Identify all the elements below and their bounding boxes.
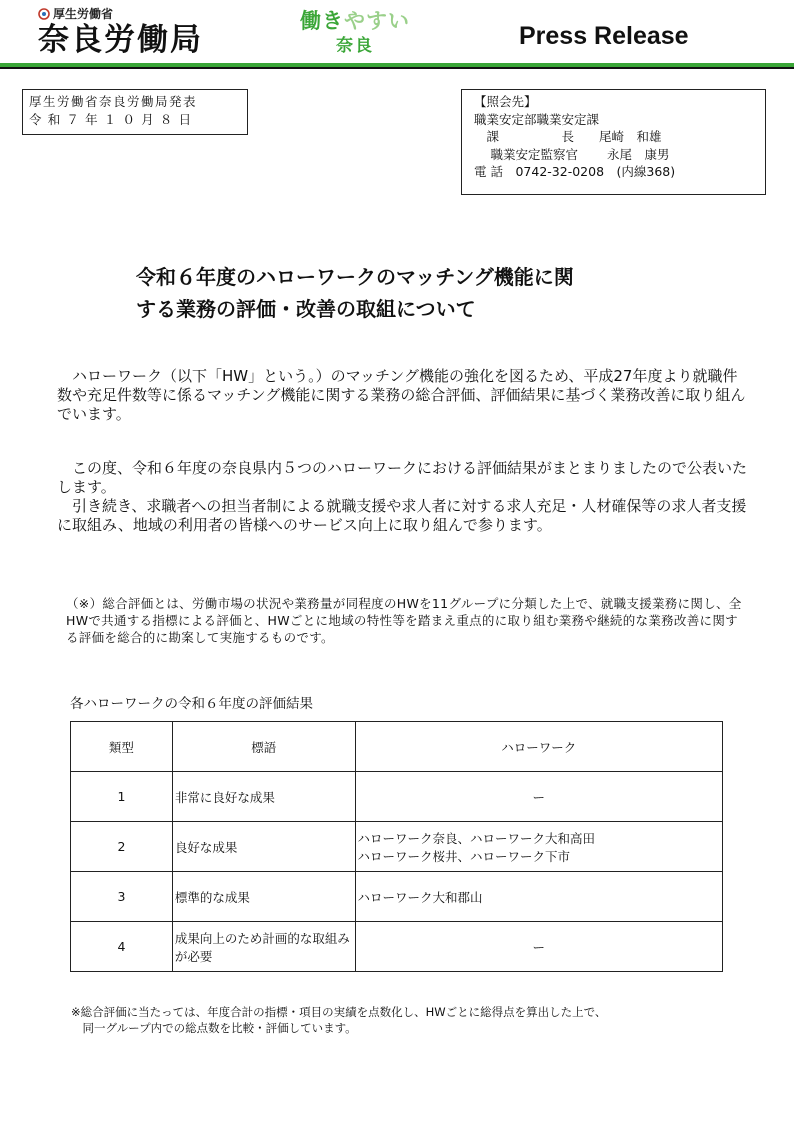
header-offices: ハローワーク <box>355 722 722 772</box>
contact-phone: 電 話 0742-32-0208 (内線368) <box>474 164 676 179</box>
title-line-1: 令和６年度のハローワークのマッチング機能に関 <box>136 265 574 289</box>
body-paragraph-1: ハローワーク（以下「HW」という。）のマッチング機能の強化を図るため、平成27年度より就職件数や充足件数等に係るマッチング機能に関する業務の総合評価、評価結果に基づく業務改善に取り組んでいます。 <box>57 367 746 423</box>
press-release-label: Press Release <box>519 22 689 50</box>
cell-offices: ー <box>355 922 722 972</box>
cell-offices: ー <box>355 772 722 822</box>
contact-heading: 【照会先】 <box>474 94 537 109</box>
table-row <box>71 922 723 972</box>
table-header-row <box>71 722 723 772</box>
slogan-light: やすい <box>344 9 410 33</box>
body-paragraph-2a: この度、令和６年度の奈良県内５つのハローワークにおける評価結果がまとまりましたので公表いたします。 <box>57 459 748 496</box>
cell-offices: ハローワーク大和郡山 <box>355 872 722 922</box>
header-type: 類型 <box>71 722 173 772</box>
contact-dept: 職業安定部職業安定課 <box>474 111 600 127</box>
footnote-line-1: ※総合評価に当たっては、年度合計の指標・項目の実績を点数化し、HWごとに総得点を算出した上で、 <box>71 1005 607 1019</box>
header-label: 標語 <box>172 722 355 772</box>
cell-type: 4 <box>71 922 173 972</box>
cell-type: 2 <box>71 822 173 872</box>
table-row <box>71 822 723 872</box>
title-line-2: する業務の評価・改善の取組について <box>136 297 476 321</box>
slogan-dark: 働き <box>300 9 344 33</box>
footnote <box>71 1004 751 1036</box>
issuer-box <box>22 89 248 135</box>
header-divider-black <box>0 67 794 69</box>
body-paragraph-2 <box>57 459 747 535</box>
bureau-name: 奈良労働局 <box>38 22 203 58</box>
table-row <box>71 872 723 922</box>
cell-type: 1 <box>71 772 173 822</box>
issuer-line: 厚生労働省奈良労働局発表 <box>29 94 198 109</box>
footnote-line-2: 同一グループ内での総点数を比較・評価しています。 <box>71 1021 357 1035</box>
document-title <box>136 261 574 325</box>
table-caption: 各ハローワークの令和６年度の評価結果 <box>70 696 313 712</box>
office-line: ハローワーク奈良、ハローワーク大和高田 <box>357 830 596 846</box>
contact-chief: 課 長 尾崎 和雄 <box>474 129 662 144</box>
cell-type: 3 <box>71 872 173 922</box>
cell-label: 良好な成果 <box>172 822 355 872</box>
contact-box <box>461 89 766 195</box>
ministry-name: 厚生労働省 <box>38 5 113 22</box>
issue-date: 令和７年１０月８日 <box>29 112 198 127</box>
cell-label: 標準的な成果 <box>172 872 355 922</box>
results-table <box>70 721 723 972</box>
cell-label: 非常に良好な成果 <box>172 772 355 822</box>
cell-label: 成果向上のため計画的な取組みが必要 <box>172 922 355 972</box>
evaluation-note: （※）総合評価とは、労働市場の状況や業務量が同程度のHWを11グループに分類した上で、就職支援業務に関し、全HWで共通する指標による評価と、HWごとに地域の特性等を踏まえ重点的に取り組む業務や継続的な業務改善に関する評価を総合的に勘案して実施するものです。 <box>66 596 742 645</box>
slogan-subtitle: 奈良 <box>336 36 374 56</box>
cell-offices <box>355 822 722 872</box>
office-line: ハローワーク桜井、ハローワーク下市 <box>357 848 571 864</box>
table-row <box>71 772 723 822</box>
contact-inspector: 職業安定監察官 永尾 康男 <box>474 146 670 162</box>
body-paragraph-2b: 引き続き、求職者への担当者制による就職支援や求人者に対する求人充足・人材確保等の求人者支援に取組み、地域の利用者の皆様へのサービス向上に取り組んで参ります。 <box>57 497 747 534</box>
ministry-logo-icon <box>38 8 50 20</box>
